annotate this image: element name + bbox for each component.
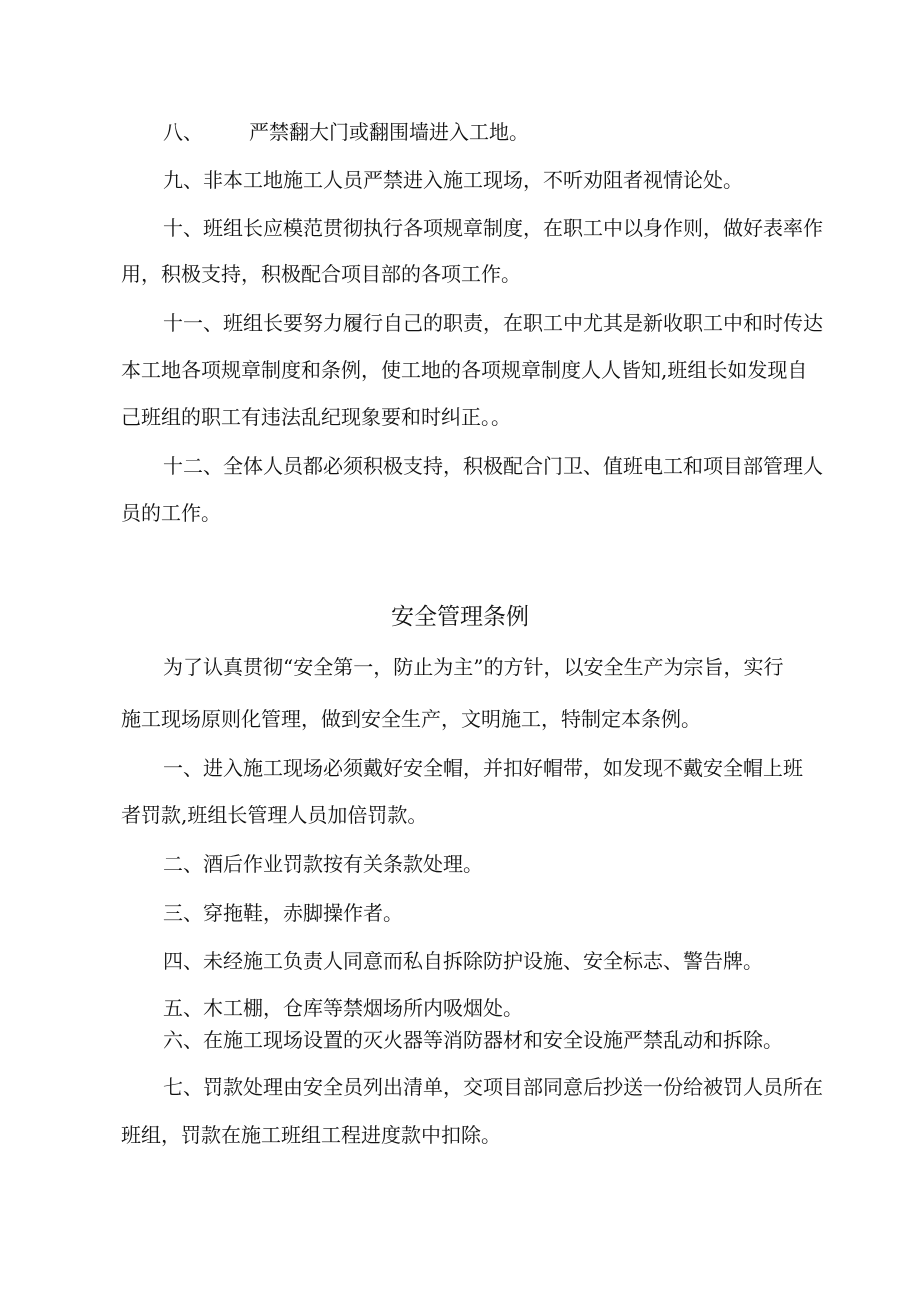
rule-item-10-line-2: 用，积极支持，积极配合项目部的各项工作。: [121, 262, 521, 286]
safety-item-4: 四、未经施工负责人同意而私自拆除防护设施、安全标志、警告牌。: [163, 949, 763, 973]
safety-item-7-line-1: 七、罚款处理由安全员列出清单，交项目部同意后抄送一份给被罚人员所在: [163, 1075, 823, 1099]
safety-item-5: 五、木工棚，仓库等禁烟场所内吸烟处。: [163, 996, 523, 1020]
safety-item-1-line-2: 者罚款,班组长管理人员加倍罚款。: [121, 803, 428, 827]
rule-item-11-line-1: 十一、班组长要努力履行自己的职责，在职工中尤其是新收职工中和时传达: [163, 311, 823, 335]
safety-item-1-line-1: 一、进入施工现场必须戴好安全帽，并扣好帽带，如发现不戴安全帽上班: [163, 756, 803, 780]
rule-item-8-number: 八、: [163, 120, 203, 144]
section-title: 安全管理条例: [391, 604, 529, 630]
rule-item-12-line-1: 十二、全体人员都必须积极支持，积极配合门卫、值班电工和项目部管理人: [163, 454, 823, 478]
rule-item-9: 九、非本工地施工人员严禁进入施工现场，不听劝阻者视情论处。: [163, 168, 743, 192]
rule-item-12-line-2: 员的工作。: [121, 501, 221, 525]
rule-item-8-text: 严禁翻大门或翻围墙进入工地。: [249, 120, 529, 144]
intro-line-2: 施工现场原则化管理，做到安全生产，文明施工，特制定本条例。: [121, 707, 701, 731]
rule-item-10-line-1: 十、班组长应模范贯彻执行各项规章制度，在职工中以身作则，做好表率作: [163, 216, 823, 240]
safety-item-7-line-2: 班组，罚款在施工班组工程进度款中扣除。: [121, 1123, 501, 1147]
safety-item-6: 六、在施工现场设置的灭火器等消防器材和安全设施严禁乱动和拆除。: [163, 1028, 783, 1052]
rule-item-11-line-3: 己班组的职工有违法乱纪现象要和时纠正。。: [121, 405, 511, 429]
safety-item-2: 二、酒后作业罚款按有关条款处理。: [163, 852, 483, 876]
rule-item-8: [163, 118, 529, 146]
rule-item-11-line-2: 本工地各项规章制度和条例，使工地的各项规章制度人人皆知,班组长如发现自: [121, 358, 808, 382]
safety-item-3: 三、穿拖鞋，赤脚操作者。: [163, 901, 403, 925]
intro-line-1: 为了认真贯彻“安全第一，防止为主”的方针，以安全生产为宗旨，实行: [163, 655, 784, 679]
